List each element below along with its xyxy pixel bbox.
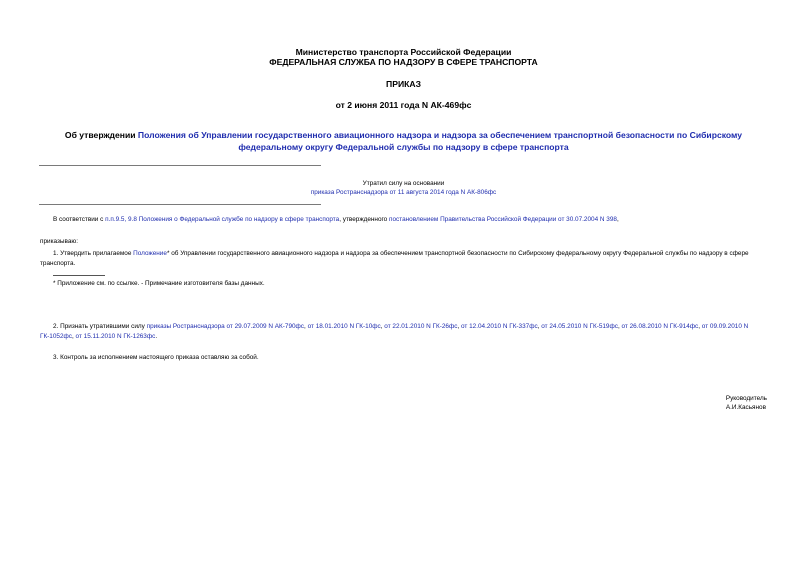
- repealed-order-link[interactable]: от 24.05.2010 N ГК-519фс: [541, 323, 618, 330]
- item-2-text: ,: [698, 323, 702, 330]
- title-prefix: Об утверждении: [64, 130, 138, 140]
- divider-rule: [39, 165, 321, 166]
- signature-block: [726, 394, 767, 412]
- item-2-text: ,: [457, 323, 461, 330]
- item-2-text: .: [155, 332, 158, 340]
- divider-rule: [39, 204, 321, 205]
- item-2-text: ,: [304, 323, 308, 330]
- footnote: * Приложение см. по ссылке. - Примечание изготовителя базы данных.: [53, 280, 265, 287]
- repealed-order-link[interactable]: от 22.01.2010 N ГК-26фс: [384, 323, 458, 330]
- preamble-text: В соответствии с: [53, 216, 106, 223]
- status-repeal-link[interactable]: приказа Ространснадзора от 11 августа 2014 года N АК-806фс: [310, 189, 497, 196]
- item-2-text: ,: [617, 323, 622, 330]
- item-1-paragraph: [40, 249, 770, 268]
- ministry-heading: Министерство транспорта Российской Федерации: [295, 47, 512, 57]
- regulation-link[interactable]: п.п.9.5, 9.8 Положения о Федеральной службе по надзору в сфере транспорта: [105, 216, 340, 223]
- signatory-name: А.И.Касьянов: [725, 404, 766, 411]
- repealed-order-link[interactable]: от 12.04.2010 N ГК-337фс: [460, 323, 538, 330]
- document-date-number: от 2 июня 2011 года N АК-469фс: [335, 100, 472, 110]
- preamble-text: , утвержденного: [339, 216, 390, 223]
- item-2-text: 2. Признать утратившими силу: [53, 323, 147, 330]
- repealed-order-link[interactable]: от 18.01.2010 N ГК-10фс: [307, 323, 381, 330]
- document-type: ПРИКАЗ: [386, 79, 421, 89]
- item-1-text: 1. Утвердить прилагаемое: [53, 250, 134, 257]
- signatory-role: Руководитель: [725, 395, 767, 402]
- item-1-text: * об Управлении государственного авиационного надзора и надзора за обеспечением транспортной безопасности по Сибирскому федеральному округу Федеральной службы по надзору в сфере транспорта.: [40, 250, 749, 267]
- item-2-text: ,: [380, 323, 385, 330]
- government-decree-link[interactable]: постановлением Правительства Российской Федерации от 30.07.2004 N 398: [389, 216, 617, 223]
- repealed-order-link[interactable]: от 26.08.2010 N ГК-914фс: [621, 323, 699, 330]
- service-heading: ФЕДЕРАЛЬНАЯ СЛУЖБА ПО НАДЗОРУ В СФЕРЕ ТРАНСПОРТА: [269, 57, 538, 67]
- item-2-paragraph: [40, 322, 770, 341]
- item-2-text: ,: [71, 332, 76, 340]
- title-link[interactable]: Положения об Управлении государственного авиационного надзора и надзора за обеспечением транспортной безопасности по Сибирскому федеральному округу Федеральной службы по надзору в сфере транспорта: [137, 130, 743, 152]
- document-title: [40, 129, 767, 153]
- preamble-text: ,: [616, 216, 619, 223]
- preamble-paragraph: [40, 215, 770, 225]
- item-2-text: ,: [537, 323, 542, 330]
- status-note: Утратил силу на основании: [362, 180, 445, 187]
- repealed-order-link[interactable]: приказы Ространснадзора от 29.07.2009 N АК-790фс: [146, 323, 305, 330]
- footnote-rule: [53, 275, 105, 276]
- order-word: приказываю:: [40, 238, 78, 245]
- repealed-order-link[interactable]: от 09.09.2010 N ГК-1052фс: [40, 323, 749, 340]
- repealed-order-link[interactable]: от 15.11.2010 N ГК-1263фс: [75, 332, 156, 340]
- approved-regulation-link[interactable]: Положение: [133, 250, 167, 257]
- item-3-paragraph: 3. Контроль за исполнением настоящего приказа оставляю за собой.: [53, 354, 259, 361]
